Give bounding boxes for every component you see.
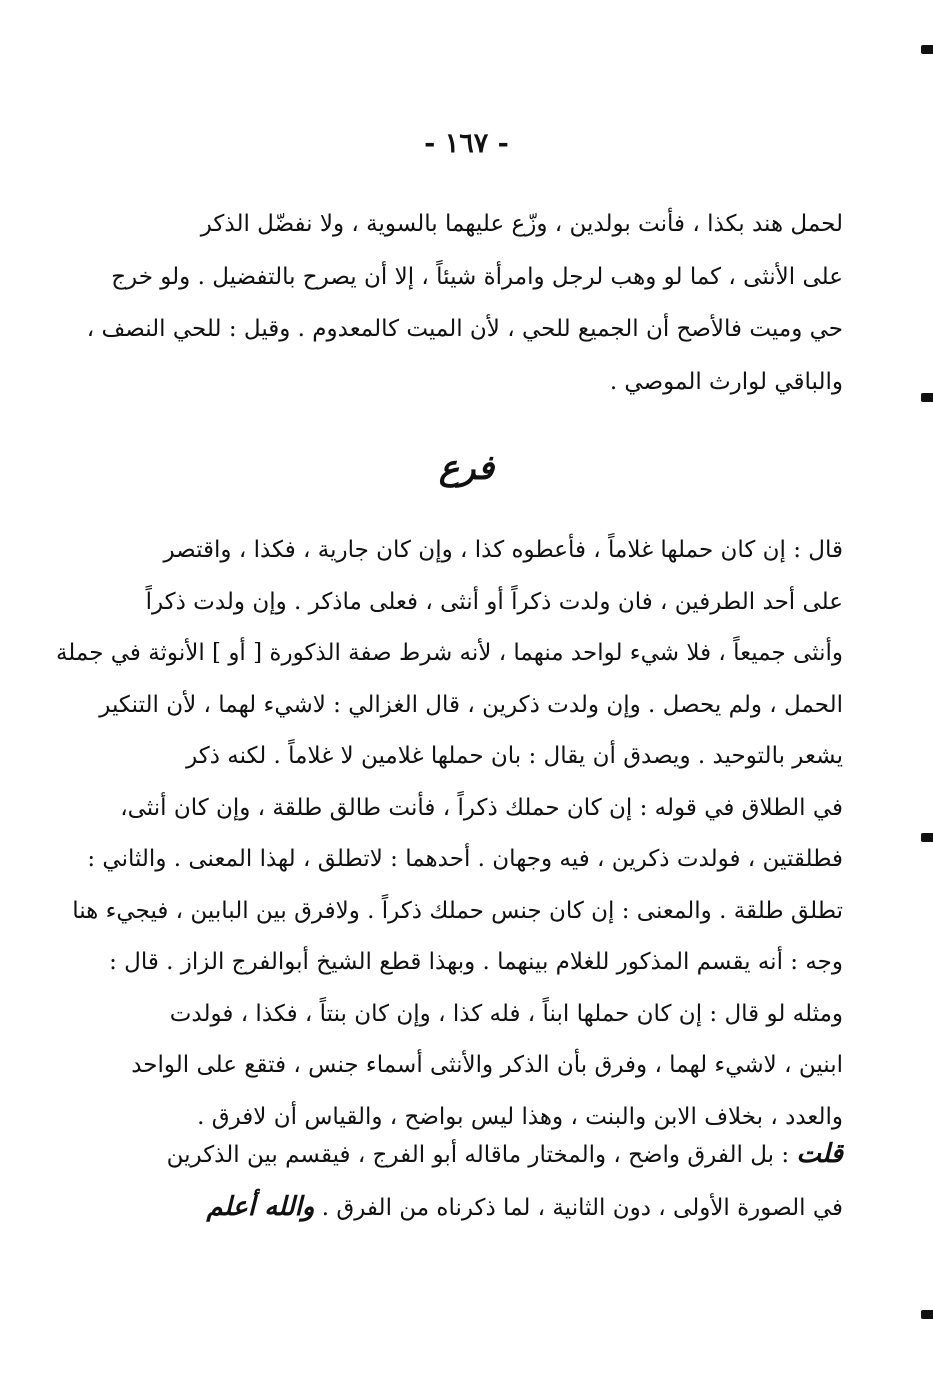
- text-line: ابنين ، لاشيء لهما ، وفرق بأن الذكر والأنثى أسماء جنس ، فتقع على الواحد: [131, 1052, 843, 1078]
- text-line: في الطلاق في قوله : إن كان حملك ذكراً ، فأنت طالق طلقة ، وإن كان أنثى،: [120, 794, 843, 821]
- closing-phrase: والله أعلم: [206, 1192, 315, 1222]
- text-line: الحمل ، ولم يحصل . وإن ولدت ذكرين ، قال الغزالي : لاشيء لهما ، لأن التنكير: [99, 691, 843, 718]
- paragraph-3: [123, 1128, 843, 1234]
- text-line: قال : إن كان حملها غلاماً ، فأعطوه كذا ، وإن كان جارية ، فكذا ، واقتصر: [163, 537, 843, 563]
- text-line: على الأنثى ، كما لو وهب لرجل وامرأة شيئاً ، إلا أن يصرح بالتفضيل . ولو خرج: [111, 263, 843, 290]
- text-line: ومثله لو قال : إن كان حملها ابناً ، فله كذا ، وإن كان بنتاً ، فكذا ، فولدت: [169, 1000, 843, 1027]
- text-line: وجه : أنه يقسم المذكور للغلام بينهما . وبهذا قطع الشيخ أبوالفرج الزاز . قال :: [109, 949, 843, 975]
- margin-mark: [921, 833, 933, 842]
- text-line: والعدد ، بخلاف الابن والبنت ، وهذا ليس بواضح ، والقياس أن لافرق .: [197, 1103, 843, 1130]
- text-line: وأنثى جميعاً ، فلا شيء لواحد منهما ، لأنه شرط صفة الذكورة [ أو ] الأنوثة في جملة: [55, 640, 843, 666]
- text-line: [123, 1128, 843, 1181]
- text-line: حي وميت فالأصح أن الجميع للحي ، لأن الميت كالمعدوم . وقيل : للحي النصف ،: [86, 316, 843, 342]
- text-line: يشعر بالتوحيد . ويصدق أن يقال : بان حملها غلامين لا غلاماً . لكنه ذكر: [186, 743, 843, 769]
- text-segment: في الصورة الأولى ، دون الثانية ، لما ذكرناه من الفرق .: [321, 1195, 843, 1221]
- paragraph-2: [55, 525, 843, 1143]
- margin-mark: [921, 45, 933, 54]
- page-number: - ١٦٧ -: [424, 128, 509, 159]
- text-line: [123, 1181, 843, 1234]
- text-line: تطلق طلقة . والمعنى : إن كان جنس حملك ذكراً . ولافرق بين البابين ، فيجيء هنا: [72, 897, 843, 924]
- qult-label: قلت: [796, 1139, 843, 1169]
- section-heading: فرع: [438, 448, 495, 488]
- text-line: على أحد الطرفين ، فان ولدت ذكراً أو أنثى ، فعلى ماذكر . وإن ولدت ذكراً: [145, 588, 843, 615]
- paragraph-1: [86, 198, 843, 408]
- margin-mark: [921, 393, 933, 402]
- text-line: والباقي لوارث الموصي .: [609, 368, 843, 395]
- text-line: لحمل هند بكذا ، فأنت بولدين ، وزّع عليهما بالسوية ، ولا نفضّل الذكر: [200, 211, 843, 237]
- margin-mark: [921, 1310, 933, 1319]
- text-line: فطلقتين ، فولدت ذكرين ، فيه وجهان . أحدهما : لاتطلق ، لهذا المعنى . والثاني :: [87, 846, 843, 872]
- text-segment: : بل الفرق واضح ، والمختار ماقاله أبو الفرج ، فيقسم بين الذكرين: [166, 1142, 790, 1168]
